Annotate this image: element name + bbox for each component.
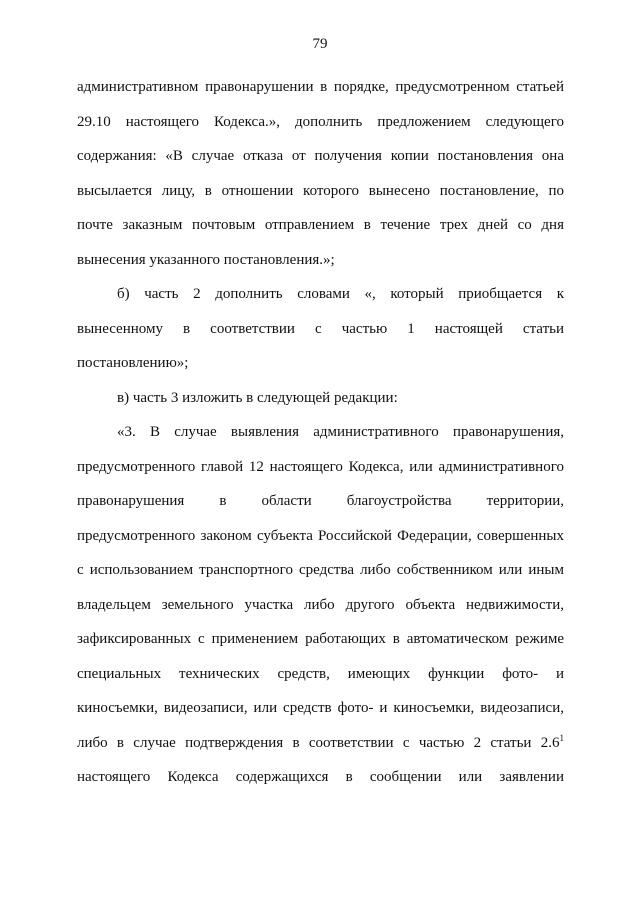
text-line: киносъемки, видеозаписи, или средств фото- и киносъемки, видеозаписи, <box>77 700 564 716</box>
text-line: настоящего Кодекса содержащихся в сообщении или заявлении <box>77 769 564 785</box>
text-line: административном правонарушении в порядке, предусмотренном статьей <box>77 79 564 95</box>
text-line: вынесения указанного постановления.»; <box>77 251 335 268</box>
text-line: 29.10 настоящего Кодекса.», дополнить предложением следующего <box>77 113 564 130</box>
text-line: предусмотренного главой 12 настоящего Кодекса, или административного <box>77 458 564 475</box>
text-line-content: либо в случае подтверждения в соответствии с частью 2 статьи 2.6 <box>77 734 560 751</box>
text-line: с использованием транспортного средства либо собственником или иным <box>77 562 564 578</box>
text-line: постановлению»; <box>77 355 189 371</box>
text-line: вынесенному в соответствии с частью 1 настоящей статьи <box>77 320 564 337</box>
text-line-with-superscript <box>77 726 564 761</box>
text-line: предусмотренного законом субъекта Российской Федерации, совершенных <box>77 527 564 544</box>
text-line: правонарушения в области благоустройства территории, <box>77 493 564 509</box>
text-line: специальных технических средств, имеющих функции фото- и <box>77 665 564 682</box>
text-line: в) часть 3 изложить в следующей редакции: <box>117 389 398 406</box>
text-line: б) часть 2 дополнить словами «, который приобщается к <box>117 286 564 302</box>
superscript-mark: 1 <box>559 732 564 743</box>
text-line: владельцем земельного участка либо другого объекта недвижимости, <box>77 596 564 613</box>
text-line: высылается лицу, в отношении которого вынесено постановление, по <box>77 182 564 199</box>
document-body <box>77 70 564 795</box>
text-line: почте заказным почтовым отправлением в течение трех дней со дня <box>77 217 564 233</box>
text-line: «3. В случае выявления административного правонарушения, <box>117 424 564 440</box>
page-number: 79 <box>312 36 328 52</box>
text-line: зафиксированных с применением работающих в автоматическом режиме <box>77 631 564 647</box>
text-line: содержания: «В случае отказа от получения копии постановления она <box>77 148 564 164</box>
